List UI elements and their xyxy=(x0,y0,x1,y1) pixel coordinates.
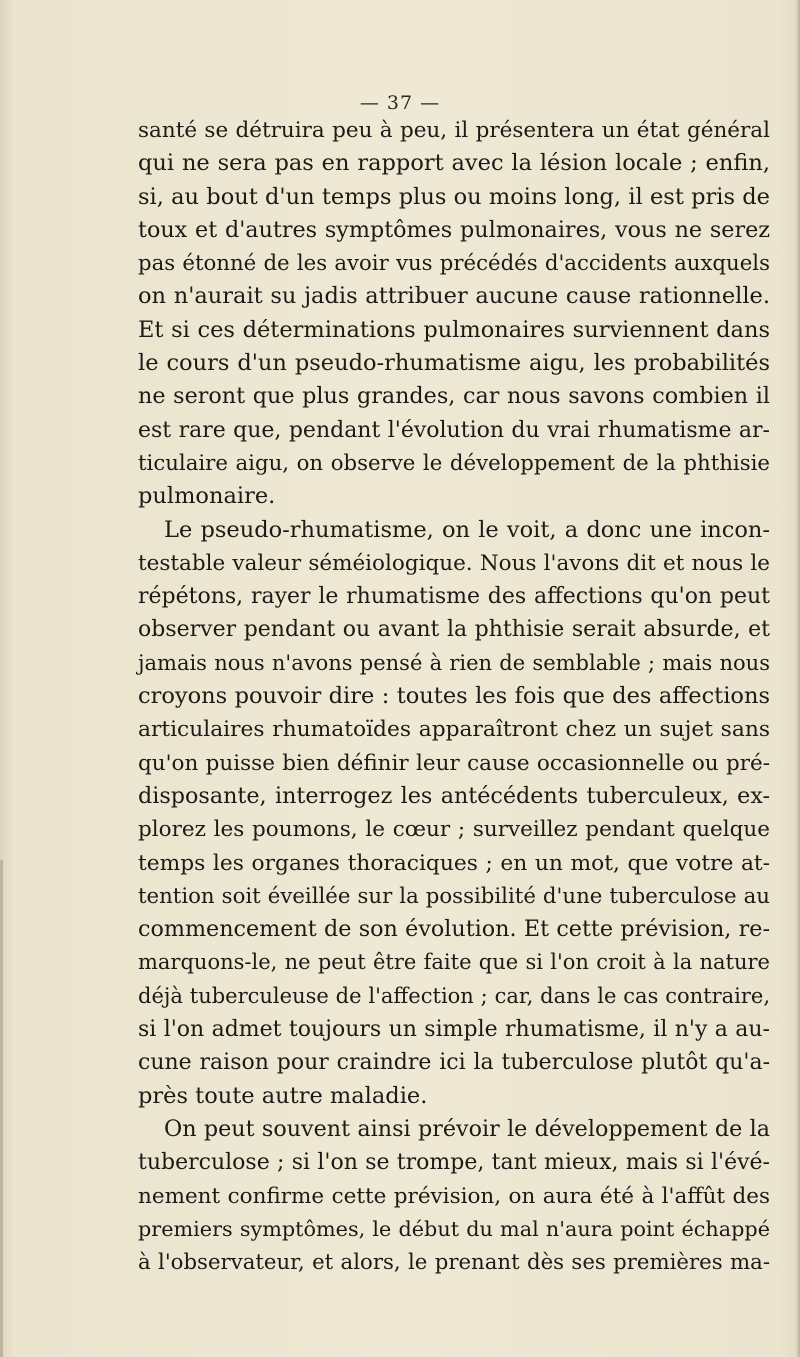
text-line: nement confirme cette prévision, on aura été à l'affût des xyxy=(138,1183,770,1209)
text-line: premiers symptômes, le début du mal n'aura point échappé xyxy=(138,1216,770,1241)
text-line: le cours d'un pseudo-rhumatisme aigu, les probabilités xyxy=(138,350,770,377)
text-line: Et si ces déterminations pulmonaires surviennent dans xyxy=(138,316,770,343)
text-line: qu'on puisse bien définir leur cause occasionnelle ou pré- xyxy=(138,750,770,776)
text-line: toux et d'autres symptômes pulmonaires, vous ne serez xyxy=(138,216,770,243)
text-line: articulaires rhumatoïdes apparaîtront chez un sujet sans xyxy=(138,717,770,743)
text-line: à l'observateur, et alors, le prenant dès ses premières ma- xyxy=(138,1250,770,1276)
text-line: testable valeur séméiologique. Nous l'avons dit et nous le xyxy=(138,550,770,576)
text-line: pas étonné de les avoir vus précédés d'accidents auxquels xyxy=(138,251,770,277)
body-text xyxy=(138,114,770,1279)
text-line: tention soit éveillée sur la possibilité d'une tuberculose au xyxy=(138,883,770,909)
text-line: pulmonaire. xyxy=(138,483,276,510)
text-line: santé se détruira peu à peu, il présentera un état général xyxy=(138,118,770,143)
text-line: commencement de son évolution. Et cette prévision, re- xyxy=(138,916,770,943)
text-line: on n'aurait su jadis attribuer aucune cause rationnelle. xyxy=(138,283,770,310)
paragraph-start-line: On peut souvent ainsi prévoir le développement de la xyxy=(164,1115,770,1142)
text-line: près toute autre maladie. xyxy=(138,1082,428,1109)
text-line: est rare que, pendant l'évolution du vrai rhumatisme ar- xyxy=(138,417,770,443)
text-line: répétons, rayer le rhumatisme des affections qu'on peut xyxy=(138,584,770,610)
text-line: observer pendant ou avant la phthisie serait absurde, et xyxy=(138,617,770,643)
text-line: qui ne sera pas en rapport avec la lésion locale ; enfin, xyxy=(138,150,770,177)
text-line: si l'on admet toujours un simple rhumatisme, il n'y a au- xyxy=(138,1017,770,1043)
text-line: cune raison pour craindre ici la tuberculose plutôt qu'a- xyxy=(138,1050,770,1076)
text-line: marquons-le, ne peut être faite que si l'on croit à la nature xyxy=(138,950,770,975)
page-number: — 37 — xyxy=(359,92,441,114)
text-line: déjà tuberculeuse de l'affection ; car, dans le cas contraire, xyxy=(138,983,770,1008)
text-line: plorez les poumons, le cœur ; surveillez pendant quelque xyxy=(138,817,770,843)
text-line: temps les organes thoraciques ; en un mot, que votre at- xyxy=(138,850,770,876)
text-line: croyons pouvoir dire : toutes les fois que des affections xyxy=(138,683,770,710)
text-line: jamais nous n'avons pensé à rien de semblable ; mais nous xyxy=(138,650,770,675)
text-line: si, au bout d'un temps plus ou moins long, il est pris de xyxy=(138,183,770,210)
text-line: disposante, interrogez les antécédents tuberculeux, ex- xyxy=(138,782,770,809)
page-right-edge-shadow xyxy=(796,0,800,1357)
paragraph-start-line: Le pseudo-rhumatisme, on le voit, a donc une incon- xyxy=(164,516,770,543)
page-left-edge-shadow xyxy=(0,860,3,1357)
text-line: ticulaire aigu, on observe le développement de la phthisie xyxy=(138,450,770,476)
text-line: tuberculose ; si l'on se trompe, tant mieux, mais si l'évé- xyxy=(138,1150,770,1176)
text-line: ne seront que plus grandes, car nous savons combien il xyxy=(138,383,770,410)
